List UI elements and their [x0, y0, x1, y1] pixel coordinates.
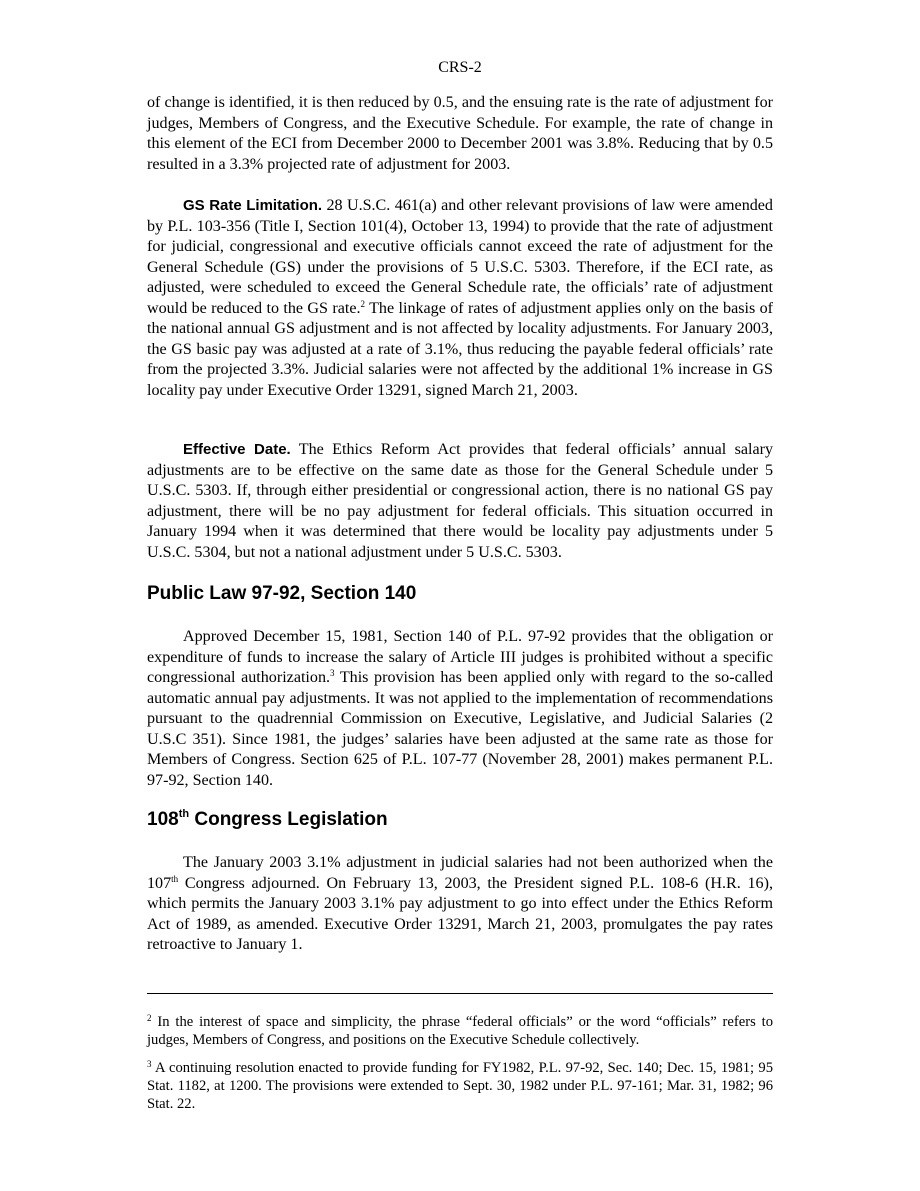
footnote-3-mark: 3 — [147, 1059, 152, 1069]
gs-rate-text-a: 28 U.S.C. 461(a) and other relevant provisions of law were amended by P.L. 103-356 (Title I, Section 101(4), October 13, 1994) to provide that the rate of adjustment for judicial, congressional and executive officials cannot exceed the rate of adjustment for the General Schedule (GS) under the provisions of 5 U.S.C. 5303. Therefore, if the ECI rate, as adjusted, were scheduled to exceed the General Schedule rate, the officials’ rate of adjustment would be reduced to the GS rate. — [147, 197, 773, 317]
gs-rate-text-b: The linkage of rates of adjustment applies only on the basis of the national annual GS adjustment and is not affected by locality adjustments. For January 2003, the GS basic pay was adjusted at a rate of 3.1%, thus reducing the payable federal officials’ rate from the projected 3.3%. Judicial salaries were not affected by the additional 1% increase in GS locality pay under Executive Order 13291, signed March 21, 2003. — [147, 299, 773, 399]
section-heading-pl-97-92: Public Law 97-92, Section 140 — [147, 583, 417, 604]
paragraph-pl-97-92 — [147, 627, 773, 791]
effective-date-text: The Ethics Reform Act provides that federal officials’ annual salary adjustments are to be effective on the same date as those for the General Schedule under 5 U.S.C. 5303. If, through either presidential or congressional action, there is no national GS pay adjustment, there will be no pay adjustment for federal officials. This situation occurred in January 1994 when it was determined that there would be locality pay adjustments under 5 U.S.C. 5304, but not a national adjustment under 5 U.S.C. 5303. — [147, 441, 773, 561]
footnote-3-text: A continuing resolution enacted to provide funding for FY1982, P.L. 97-92, Sec. 140; Dec. 15, 1981; 95 Stat. 1182, at 1200. The provisions were extended to Sept. 30, 1982 under P.L. 97-161; Mar. 31, 1982; 96 Stat. 22. — [147, 1060, 773, 1112]
paragraph-continuation: of change is identified, it is then reduced by 0.5, and the ensuing rate is the rate of adjustment for judges, Members of Congress, and the Executive Schedule. For example, the rate of change in this element of the ECI from December 2000 to December 2001 was 3.8%. Reducing that by 0.5 resulted in a 3.3% projected rate of adjustment for 2003. — [147, 94, 773, 173]
footnote-ref-3: 3 — [330, 668, 335, 678]
paragraph-108th-congress — [147, 853, 773, 956]
runin-heading-gs-rate: GS Rate Limitation. — [183, 197, 323, 214]
runin-heading-effective-date: Effective Date. — [183, 441, 291, 458]
s108-text-b: Congress adjourned. On February 13, 2003, the President signed P.L. 108-6 (H.R. 16), which permits the January 2003 3.1% pay adjustment to go into effect under the Ethics Reform Act of 1989, as amended. Executive Order 13291, March 21, 2003, promulgates the pay rates retroactive to January 1. — [147, 874, 773, 953]
s108-text-a: The January 2003 3.1% adjustment in judicial salaries had not been authorized when the 107 — [147, 854, 773, 892]
footnote-2-text: In the interest of space and simplicity, the phrase “federal officials” or the word “officials” refers to judges, Members of Congress, and positions on the Executive Schedule collectively. — [147, 1014, 773, 1048]
footnote-2 — [147, 1013, 773, 1049]
paragraph-effective-date — [147, 440, 773, 563]
footnote-3 — [147, 1059, 773, 1113]
paragraph-gs-rate-limitation — [147, 196, 773, 401]
heading-108-superscript: th — [178, 808, 190, 820]
footnote-ref-2: 2 — [360, 298, 366, 309]
footnote-2-mark: 2 — [147, 1013, 152, 1023]
pl97-text-a: Approved December 15, 1981, Section 140 of P.L. 97-92 provides that the obligation or expenditure of funds to increase the salary of Article III judges is prohibited without a specific congressional authorization. — [147, 628, 773, 686]
s108-superscript-th: th — [171, 873, 179, 884]
footnote-divider — [147, 993, 773, 994]
heading-108-number: 108 — [147, 809, 179, 830]
page-header: CRS-2 — [438, 59, 482, 76]
heading-108-text: Congress Legislation — [189, 809, 388, 830]
pl97-text-b: This provision has been applied only with regard to the so-called automatic annual pay adjustments. It was not applied to the implementation of recommendations pursuant to the quadrennial Commission on Executive, Legislative, and Judicial Salaries (2 U.S.C 351). Since 1981, the judges’ salaries have been adjusted at the same rate as those for Members of Congress. Section 625 of P.L. 107-77 (November 28, 2001) makes permanent P.L. 97-92, Section 140. — [147, 669, 773, 789]
section-heading-108th-congress — [147, 808, 388, 832]
